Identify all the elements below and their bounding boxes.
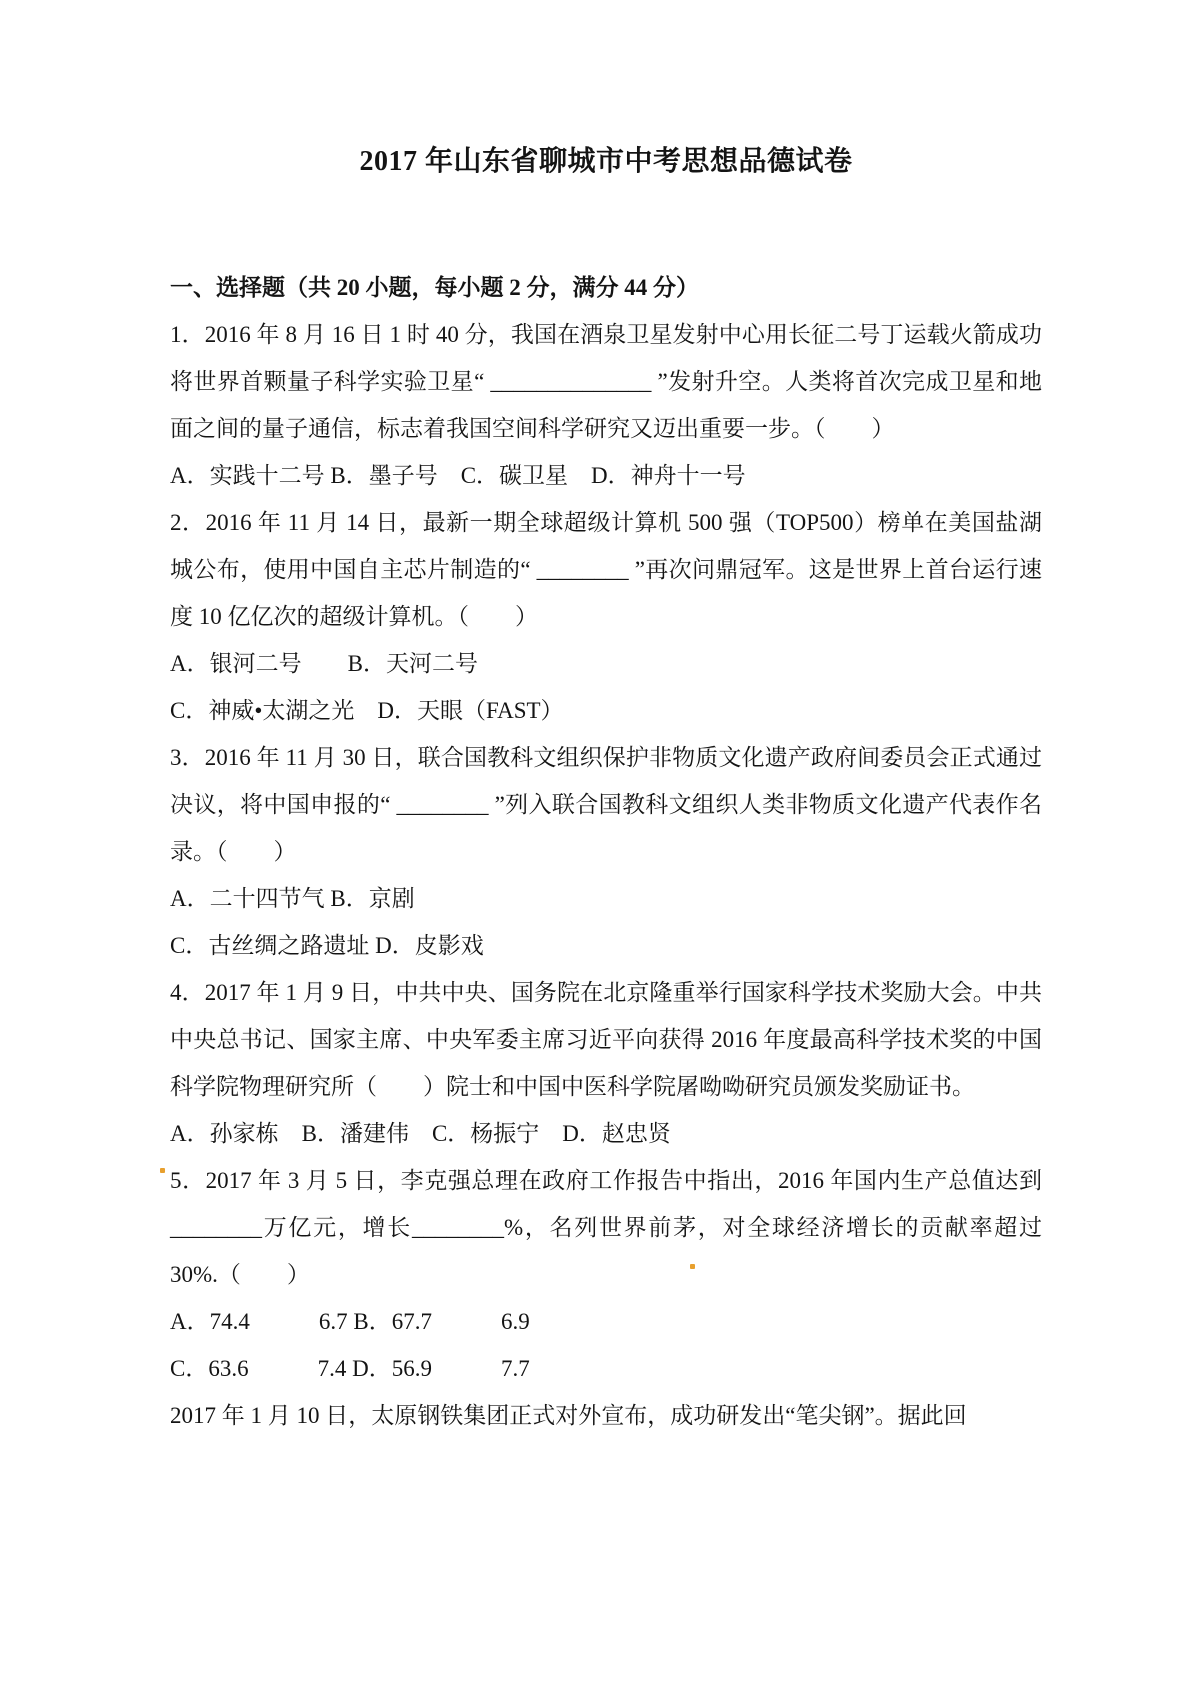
section-heading: 一、选择题（共 20 小题，每小题 2 分，满分 44 分） bbox=[170, 275, 699, 300]
question-4-options: A．孙家栋 B．潘建伟 C．杨振宁 D．赵忠贤 bbox=[170, 1121, 671, 1146]
question-4 bbox=[170, 969, 1042, 1157]
document-title: 2017 年山东省聊城市中考思想品德试卷 bbox=[359, 146, 853, 177]
question-5-stem: 5．2017 年 3 月 5 日，李克强总理在政府工作报告中指出，2016 年国内生产总值达到________万亿元，增长________%，名列世界前茅，对全球经济增长的贡献率超过 30%.（ ） bbox=[170, 1168, 1042, 1287]
question-1-options: A．实践十二号 B．墨子号 C．碳卫星 D．神舟十一号 bbox=[170, 463, 746, 488]
question-5 bbox=[170, 1157, 1042, 1392]
proofing-mark-icon bbox=[160, 1168, 165, 1173]
question-2-stem: 2．2016 年 11 月 14 日，最新一期全球超级计算机 500 强（TOP500）榜单在美国盐湖城公布，使用中国自主芯片制造的“ ________ ”再次问鼎冠军。这是世界上首台运行速度 10 亿亿次的超级计算机。（ ） bbox=[170, 510, 1042, 629]
question-2 bbox=[170, 499, 1042, 734]
question-1 bbox=[170, 311, 1042, 499]
question-4-stem: 4．2017 年 1 月 9 日，中共中央、国务院在北京隆重举行国家科学技术奖励大会。中共中央总书记、国家主席、中央军委主席习近平向获得 2016 年度最高科学技术奖的中国科学院物理研究所（ ）院士和中国中医科学院屠呦呦研究员颁发奖励证书。 bbox=[170, 980, 1042, 1099]
question-1-stem: 1．2016 年 8 月 16 日 1 时 40 分，我国在酒泉卫星发射中心用长征二号丁运载火箭成功将世界首颗量子科学实验卫星“ ______________ ”发射升空。人类将首次完成卫星和地面之间的量子通信，标志着我国空间科学研究又迈出重要一步。（ ） bbox=[170, 322, 1042, 441]
question-3-options-ab: A．二十四节气 B．京剧 bbox=[170, 886, 415, 911]
question-3-stem: 3．2016 年 11 月 30 日，联合国教科文组织保护非物质文化遗产政府间委员会正式通过决议，将中国申报的“ ________ ”列入联合国教科文组织人类非物质文化遗产代表作名录。（ ） bbox=[170, 745, 1042, 864]
proofing-mark-icon bbox=[690, 1264, 695, 1269]
question-5-options-cd: C．63.6 7.4 D．56.9 7.7 bbox=[170, 1356, 530, 1381]
question-3 bbox=[170, 734, 1042, 969]
question-2-options-ab: A．银河二号 B．天河二号 bbox=[170, 651, 478, 676]
question-5-options-ab: A．74.4 6.7 B．67.7 6.9 bbox=[170, 1309, 530, 1334]
closing-line: 2017 年 1 月 10 日，太原钢铁集团正式对外宣布，成功研发出“笔尖钢”。据此回 bbox=[170, 1403, 967, 1428]
question-2-options-cd: C．神威•太湖之光 D．天眼（FAST） bbox=[170, 698, 564, 723]
question-3-options-cd: C．古丝绸之路遗址 D．皮影戏 bbox=[170, 933, 484, 958]
document-content bbox=[170, 0, 1042, 1439]
